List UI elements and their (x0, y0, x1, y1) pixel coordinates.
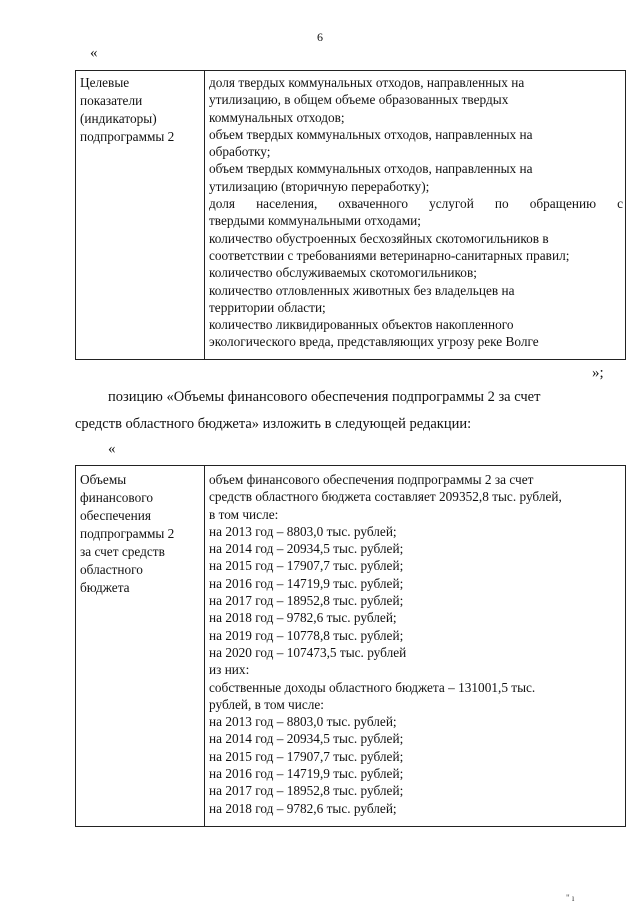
label-line: финансового (80, 490, 154, 505)
text-line: объем твердых коммунальных отходов, направленных на (209, 126, 533, 142)
text-line: собственные доходы областного бюджета – 131001,5 тыс. (209, 679, 536, 695)
text-line: из них: (209, 662, 250, 678)
opening-quote-2: « (108, 441, 116, 457)
text-line: на 2013 год – 8803,0 тыс. рублей; (209, 523, 397, 539)
indicators-table (75, 70, 626, 360)
text-line: на 2019 год – 10778,8 тыс. рублей; (209, 627, 404, 643)
text-line: обработку; (209, 144, 271, 160)
funding-label (80, 471, 174, 597)
paragraph-line-1: позицию «Объемы финансового обеспечения подпрограммы 2 за счет (108, 389, 541, 405)
label-line: подпрограммы 2 (80, 526, 175, 541)
opening-quote-1: « (90, 45, 98, 61)
text-line: в том числе: (209, 506, 279, 522)
text-line: количество обустроенных бесхозяйных скотомогильников в (209, 230, 549, 246)
indicators-content (209, 74, 623, 351)
label-line: подпрограммы 2 (80, 129, 175, 144)
label-line: за счет средств (80, 544, 165, 559)
text-line: на 2018 год – 9782,6 тыс. рублей; (209, 800, 397, 816)
text-line: объем финансового обеспечения подпрограммы 2 за счет (209, 472, 534, 487)
text-line: утилизацию, в общем объеме образованных твердых (209, 92, 509, 108)
text-line: коммунальных отходов; (209, 109, 345, 125)
text-line: на 2016 год – 14719,9 тыс. рублей; (209, 766, 404, 782)
label-line: Целевые (80, 75, 130, 90)
text-line: на 2016 год – 14719,9 тыс. рублей; (209, 575, 404, 591)
text-line: на 2017 год – 18952,8 тыс. рублей; (209, 783, 404, 799)
corner-mark: " ı (566, 893, 575, 903)
text-line: на 2017 год – 18952,8 тыс. рублей; (209, 593, 404, 609)
indicators-label (80, 74, 174, 146)
text-line: на 2013 год – 8803,0 тыс. рублей; (209, 714, 397, 730)
text-line: на 2014 год – 20934,5 тыс. рублей; (209, 541, 404, 557)
column-divider (204, 71, 205, 359)
text-line: на 2020 год – 107473,5 тыс. рублей (209, 644, 407, 660)
funding-table (75, 465, 626, 827)
label-line: обеспечения (80, 508, 151, 523)
text-line: количество обслуживаемых скотомогильников; (209, 265, 477, 281)
page-number: 6 (317, 30, 323, 44)
label-line: бюджета (80, 580, 130, 595)
paragraph-line-2: средств областного бюджета» изложить в следующей редакции: (75, 416, 472, 432)
text-line: на 2015 год – 17907,7 тыс. рублей; (209, 558, 404, 574)
text-line: средств областного бюджета составляет 209352,8 тыс. рублей, (209, 489, 562, 505)
text-line: рублей, в том числе: (209, 696, 324, 712)
text-line: объем твердых коммунальных отходов, направленных на (209, 161, 533, 177)
text-line: твердыми коммунальными отходами; (209, 213, 421, 229)
label-line: (индикаторы) (80, 111, 157, 126)
text-line: доля населения, охваченного услугой по обращению с (209, 196, 623, 212)
text-line: соответствии с требованиями ветеринарно-санитарных правил; (209, 247, 570, 263)
text-line: на 2015 год – 17907,7 тыс. рублей; (209, 748, 404, 764)
column-divider (204, 466, 205, 826)
text-line: утилизацию (вторичную переработку); (209, 178, 430, 194)
text-line: экологического вреда, представляющих угрозу реке Волге (209, 334, 539, 350)
funding-content (209, 471, 623, 817)
text-line: доля твердых коммунальных отходов, направленных на (209, 75, 525, 90)
text-line: количество отловленных животных без владельцев на (209, 282, 515, 298)
label-line: областного (80, 562, 143, 577)
text-line: на 2014 год – 20934,5 тыс. рублей; (209, 731, 404, 747)
text-line: территории области; (209, 299, 326, 315)
text-line: на 2018 год – 9782,6 тыс. рублей; (209, 610, 397, 626)
closing-quote: »; (592, 365, 604, 381)
label-line: показатели (80, 93, 143, 108)
label-line: Объемы (80, 472, 127, 487)
text-line: количество ликвидированных объектов накопленного (209, 317, 514, 333)
